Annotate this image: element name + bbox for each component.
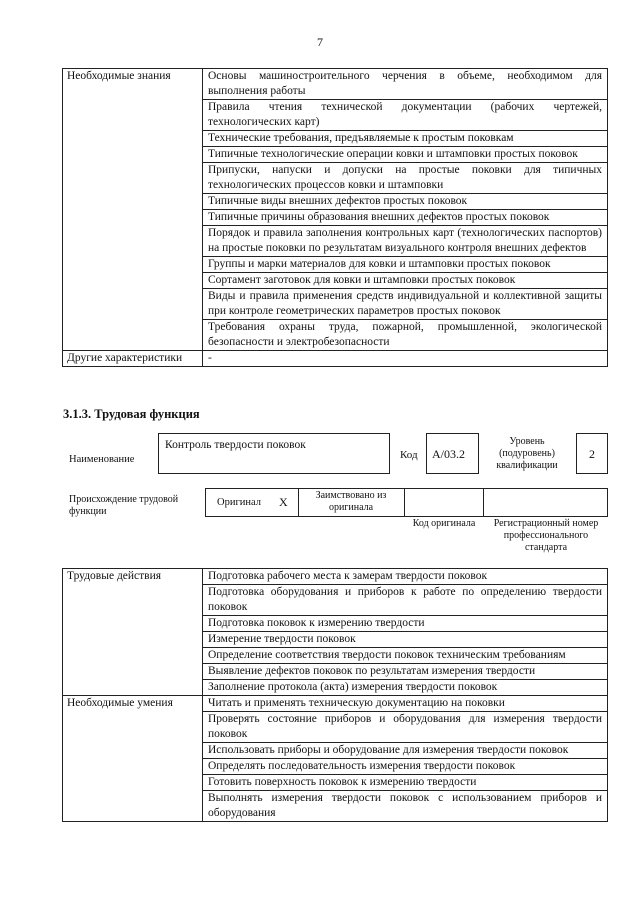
skill-row-text: Проверять состояние приборов и оборудования для измерения твердости поковок — [203, 712, 608, 743]
origin-divider-1 — [298, 489, 299, 516]
skill-row-text: Читать и применять техническую документацию на поковки — [203, 696, 608, 712]
name-label: Наименование — [69, 454, 135, 465]
origin-divider-2 — [404, 489, 405, 516]
knowledge-row-text: Припуски, напуски и допуски на простые поковки для типичных технологических процессов ковки и штамповки — [203, 163, 608, 194]
knowledge-row-text: Типичные причины образования внешних дефектов простых поковок — [203, 210, 608, 226]
action-row-text: Подготовка поковок к измерению твердости — [203, 616, 608, 632]
level-value: 2 — [589, 447, 595, 461]
action-row-text: Выявление дефектов поковок по результатам измерения твердости — [203, 664, 608, 680]
other-label: Другие характеристики — [63, 351, 203, 367]
code-value: А/03.2 — [432, 447, 465, 461]
knowledge-row-text: Основы машиностроительного черчения в объеме, необходимом для выполнения работы — [203, 69, 608, 100]
action-row-text: Подготовка рабочего места к замерам твердости поковок — [203, 569, 608, 585]
knowledge-row-text: Группы и марки материалов для ковки и штамповки простых поковок — [203, 257, 608, 273]
skills-label: Необходимые умения — [63, 696, 203, 822]
skill-row-text: Готовить поверхность поковок к измерению твердости — [203, 775, 608, 791]
reg-caption: Регистрационный номер профессионального стандарта — [493, 518, 599, 553]
skill-row — [63, 696, 608, 712]
knowledge-row-text: Правила чтения технической документации (рабочих чертежей, технологических карт) — [203, 100, 608, 131]
knowledge-row-text: Типичные виды внешних дефектов простых поковок — [203, 194, 608, 210]
skill-row-text: Выполнять измерения твердости поковок с использованием приборов и оборудования — [203, 791, 608, 822]
name-value-box — [158, 433, 390, 474]
level-label: Уровень (подуровень) квалификации — [496, 436, 558, 471]
original-label: Оригинал — [217, 497, 261, 508]
knowledge-table — [62, 68, 608, 367]
knowledge-row-text: Сортамент заготовок для ковки и штамповки простых поковок — [203, 273, 608, 289]
action-row-text: Подготовка оборудования и приборов к работе по определению твердости поковок — [203, 585, 608, 616]
skill-row-text: Определять последовательность измерения твердости поковок — [203, 759, 608, 775]
knowledge-row-text: Технические требования, предъявляемые к простым поковкам — [203, 131, 608, 147]
code-caption: Код оригинала — [412, 518, 476, 529]
borrowed-label: Заимствовано из оригинала — [315, 490, 387, 513]
action-row-text: Измерение твердости поковок — [203, 632, 608, 648]
activities-table — [62, 568, 608, 822]
action-row-text: Определение соответствия твердости поковок техническим требованиям — [203, 648, 608, 664]
level-value-box — [576, 433, 608, 474]
knowledge-row-text: Типичные технологические операции ковки и штамповки простых поковок — [203, 147, 608, 163]
code-label: Код — [400, 449, 418, 461]
knowledge-row-text: Требования охраны труда, пожарной, промышленной, экологической безопасности и электробезопасности — [203, 320, 608, 351]
code-value-box — [426, 433, 479, 474]
knowledge-label: Необходимые знания — [63, 69, 203, 351]
knowledge-row-text: Виды и правила применения средств индивидуальной и коллективной защиты при контроле геометрических параметров простых поковок — [203, 289, 608, 320]
actions-label: Трудовые действия — [63, 569, 203, 696]
skill-row-text: Использовать приборы и оборудование для измерения твердости поковок — [203, 743, 608, 759]
section-title: 3.1.3. Трудовая функция — [63, 407, 200, 421]
original-mark: X — [279, 495, 288, 509]
page-number: 7 — [317, 35, 323, 49]
knowledge-row — [63, 69, 608, 100]
knowledge-row-text: Порядок и правила заполнения контрольных карт (технологических паспортов) на простые поковки по результатам визуального контроля внешних дефектов — [203, 226, 608, 257]
other-value: - — [203, 351, 608, 367]
origin-divider-3 — [483, 489, 484, 516]
origin-label: Происхождение трудовой функции — [69, 494, 179, 517]
other-row — [63, 351, 608, 367]
action-row — [63, 569, 608, 585]
action-row-text: Заполнение протокола (акта) измерения твердости поковок — [203, 680, 608, 696]
origin-row — [205, 488, 608, 517]
name-value: Контроль твердости поковок — [165, 439, 306, 451]
